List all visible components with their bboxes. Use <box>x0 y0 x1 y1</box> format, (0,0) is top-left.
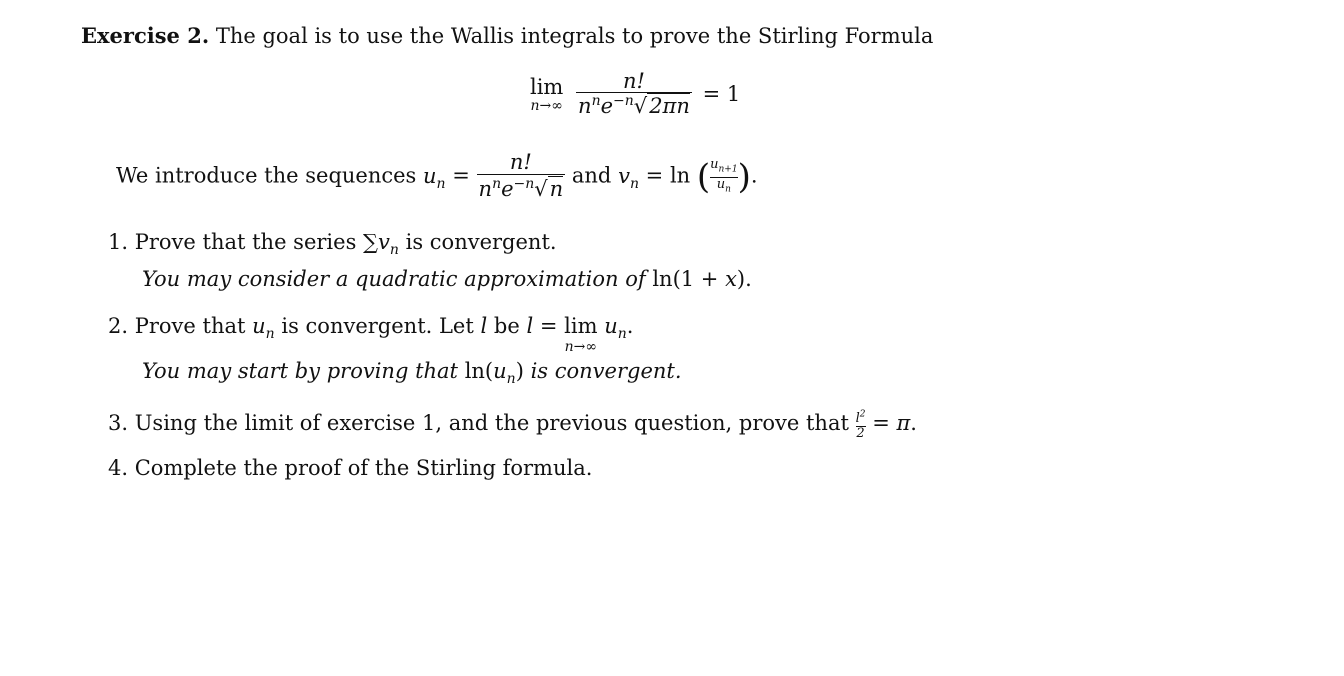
stirling-fraction <box>576 70 692 120</box>
item-number: 4. <box>108 456 129 480</box>
fraction-denominator: $n^ne^{-n}√2\pi n$ <box>578 93 690 118</box>
sequences-definition: We introduce the sequences $u_n$ = $\frac{n!}{n^ne^{-n}√n}$ and $v_n = \ln (\frac{u_{n+1}}{u_n}$ ). <box>116 150 758 204</box>
ln-word: ln <box>669 163 691 188</box>
ratio-fraction: $\frac{u_{n+1}}{u_n}$ <box>710 156 738 195</box>
u-n-symbol: $u_n$ <box>252 314 275 342</box>
l-symbol: l <box>480 314 488 338</box>
item-text: Complete the proof of the Stirling formula. <box>134 456 593 480</box>
item-1-hint <box>142 266 752 292</box>
item-1 <box>108 229 557 258</box>
item-text: is convergent. <box>405 230 557 254</box>
right-paren: ) <box>737 157 751 197</box>
formula-equals-one: = 1 <box>702 81 741 106</box>
stirling-formula <box>530 70 740 120</box>
hint-text: You may consider a quadratic approximation of <box>142 267 646 291</box>
u-n-fraction <box>477 150 566 204</box>
lim-subscript: n→∞ <box>530 98 563 114</box>
left-paren: ( <box>696 157 711 197</box>
pi-symbol: π <box>896 411 911 436</box>
item-2: 2. Prove that $u_n$ is convergent. Let l be l = lim n→∞ $u_n$. <box>108 314 634 355</box>
l-squared-over-two: $\frac{l^2}{2}$ <box>855 410 866 442</box>
u-n-symbol: $u_n$ <box>423 163 446 192</box>
item-2-hint <box>142 358 682 387</box>
limit-operator <box>564 313 597 355</box>
ln-expression: $\ln(u_n)$ <box>464 359 524 387</box>
v-n-symbol: $v_n$ <box>618 163 639 192</box>
hint-text: You may start by proving that <box>142 359 458 383</box>
u-n-numerator: n! <box>509 150 532 174</box>
item-text: Prove that <box>134 314 246 338</box>
sum-symbol: ∑ <box>363 230 379 254</box>
v-n-symbol: $v_n$ <box>378 230 399 258</box>
item-text: be <box>493 314 520 338</box>
u-n-symbol: $u_n$ <box>604 314 627 342</box>
item-text: Using the limit of exercise 1, and the previous question, prove that <box>134 411 849 436</box>
exercise-heading <box>81 23 933 49</box>
item-text: Prove that the series <box>134 230 357 254</box>
lim-subscript: n→∞ <box>564 339 598 355</box>
exercise-intro-text: The goal is to use the Wallis integrals to prove the Stirling Formula <box>215 24 934 48</box>
lim-word: lim <box>564 314 598 338</box>
exercise-label: Exercise 2. <box>81 23 210 48</box>
item-number: 3. <box>108 411 129 436</box>
hint-text: is convergent. <box>530 359 682 383</box>
item-number: 2. <box>108 314 129 338</box>
fraction-numerator: n! <box>622 69 645 93</box>
item-number: 1. <box>108 230 129 254</box>
intro-text: We introduce the sequences <box>116 163 417 188</box>
limit-operator <box>530 76 563 114</box>
lim-word: lim <box>530 75 564 99</box>
l-symbol: l <box>526 314 534 338</box>
item-text: is convergent. Let <box>281 314 474 338</box>
u-n-denominator: $n^ne^{-n}√n$ <box>477 174 566 204</box>
item-4 <box>108 455 592 481</box>
item-3: 3. Using the limit of exercise 1, and the previous question, prove that $\frac{l^2}{2}$ = π. <box>108 410 917 442</box>
and-word: and <box>571 163 612 188</box>
ln-expression: ln(1 + x). <box>652 267 752 291</box>
